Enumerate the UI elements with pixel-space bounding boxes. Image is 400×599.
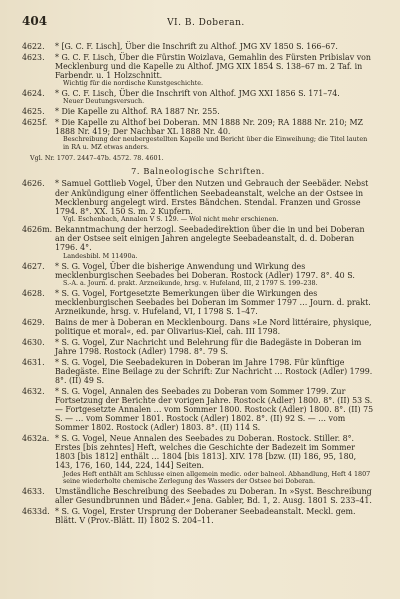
bibliography-entry [22, 118, 374, 152]
entry-text: * S. G. Vogel, Zur Nachricht und Belehrung für die Badegäste in Doberan im Jahre 1798. Rostock (Adler) 1798. 8°. 79 S. [55, 337, 362, 357]
bibliography-entry [22, 387, 374, 433]
entry-text: * S. G. Vogel, Fortgesetzte Bemerkungen über die Wirkungen des mecklenburgischen Seebades bei Doberan im Sommer 1797 … Journ. d. prakt. Arzneikunde, hrsg. v. Hufeland, VI, I 1798 S. 1–47. [55, 289, 371, 317]
entry-note: Landesbibl. M 11490a. [63, 251, 138, 260]
bibliography-content [22, 42, 374, 527]
bibliography-entry [22, 225, 374, 260]
running-title: VI. B. Doberan. [167, 18, 245, 28]
entry-text: Bekanntmachung der herzogl. Seebadedirektion über die in und bei Doberan an der Ostsee seit einigen Jahren angelegte Seebadeanstalt, d. d. Doberan 1796. 4°. [55, 225, 365, 253]
entry-number: 4633. [22, 487, 45, 497]
entry-number: 4624. [22, 89, 45, 99]
entry-number: 4631. [22, 357, 45, 367]
entry-note: Neuer Deutungsversuch. [63, 97, 145, 106]
entry-number: 4626m. [22, 225, 53, 235]
entry-text: * S. G. Vogel, Annalen des Seebades zu Doberan vom Sommer 1799. Zur Fortsetzung der Berichte der vorigen Jahre. Rostock (Adler) 1800. 8°. (II) 53 S. — Fortgesetzte Annalen … vom Sommer 1800. Rostock (Adler) 1800. 8°. (II) 75 S. — … vom Sommer 1801. Rostock (Adler) 1802. 8°. (II) 92 S. — … vom Sommer 1802. Rostock (Adler) 1803. 8°. (II) 114 S. [55, 386, 374, 433]
entry-note: Jedes Heft enthält am Schlusse einen allgemein medic. oder balneol. Abhandlung, Heft 4 1807 seine wiederholte chemische Zerlegung des Wassers der Ostsee bei Doberan. [63, 469, 371, 486]
entry-text: Bains de mer à Doberan en Mecklenbourg. Dans »Le Nord littéraire, physique, politique et moral«, ed. par Olivarius-Kiel, cah. III 1798. [55, 318, 372, 337]
entry-number: 4629. [22, 318, 45, 328]
entry-note: Vgl. Eschenbach, Annalen V S. 129. — Wol nicht mehr erschienen. [63, 215, 279, 224]
section-entries-althof [22, 42, 374, 163]
bibliography-entry [22, 42, 374, 51]
bibliography-entry [22, 289, 374, 316]
entry-text: * Die Kapelle zu Althof bei Doberan. MN 1888 Nr. 209; RA 1888 Nr. 210; MZ 1888 Nr. 419; Der Nachbar XL 1888 Nr. 40. [55, 118, 364, 137]
bibliography-entry [22, 338, 374, 356]
entry-text: * G. C. F. Lisch, Über die Inschrift von Althof. JMG XXI 1856 S. 171–74. [55, 89, 340, 99]
entry-text: * S. G. Vogel, Die Seebadekuren in Doberan im Jahre 1798. Für künftige Badegäste. Eine Beilage zu der Schrift: Zur Nachricht … Rostock (Adler) 1799. 8°. (II) 49 S. [55, 357, 373, 386]
entry-number: 4625f. [22, 118, 48, 128]
entry-text: * Samuel Gottlieb Vogel, Über den Nutzen und Gebrauch der Seebäder. Nebst der Ankündigung einer öffentlichen Seebadeanstalt, welche an der Ostsee in Mecklenburg angelegt wird. Erstes Bändchen. Stendal. Franzen und Grosse 1794. 8°. XX. 150 S. m. 2 Kupfern. [55, 179, 369, 216]
entry-number: 4623. [22, 52, 45, 62]
entry-number: 4622. [22, 42, 45, 51]
entry-text: * S. G. Vogel, Neue Annalen des Seebades zu Doberan. Rostock. Stiller. 8°. Erstes [bis zehntes] Heft, welches die Geschichte der Badezeit im Sommer 1803 [bis 1812] enthält … 1804 [bis 1813]. XIV. 178 [bzw. (II) 186, 95, 180, 143, 176, 160, 144, 224, 144] Seiten. [55, 433, 357, 471]
entry-text: * G. C. F. Lisch, Über die Fürstin Woizlava, Gemahlin des Fürsten Pribislav von Mecklenburg und die Kapelle zu Althof. JMG XIX 1854 S. 138–67 m. 2 Taf. in Farbendr. u. 1 Holzschnitt. [55, 52, 372, 80]
section-entries-balneology [22, 179, 374, 525]
entry-text: Vgl. Nr. 1707. 2447–47b. 4572. 78. 4601. [30, 154, 164, 163]
bibliography-entry [22, 262, 374, 288]
entry-note: S.-A. a. Journ. d. prakt. Arzneikunde, hrsg. v. Hufeland, III, 2 1797 S. 199–238. [63, 279, 318, 288]
entry-number: 4632a. [22, 433, 50, 443]
entry-text: * S. G. Vogel, Erster Ursprung der Doberaner Seebadeanstalt. Meckl. gem. Blätt. V (Prov.-Blätt. II) 1802 S. 204–11. [55, 507, 356, 526]
entry-number: 4627. [22, 261, 45, 271]
page-number: 404 [22, 14, 48, 28]
bibliography-entry [22, 153, 374, 163]
entry-number: 4625. [22, 107, 45, 117]
entry-note: Wichtig für die nordische Kunstgeschichte. [63, 79, 204, 88]
entry-number: 4626. [22, 179, 45, 189]
bibliography-entry [22, 358, 374, 385]
entry-text: * S. G. Vogel, Über die bisherige Anwendung und Wirkung des mecklenburgischen Seebades bei Doberan. Rostock (Adler) 1797. 8°. 40 S. [55, 261, 355, 280]
page-header [22, 14, 370, 28]
entry-number: 4630. [22, 337, 45, 347]
bibliography-entry [22, 434, 374, 486]
bibliography-entry [22, 89, 374, 106]
bibliography-entry [22, 318, 374, 336]
entry-number: 4632. [22, 386, 45, 396]
bibliography-entry [22, 507, 374, 525]
bibliography-entry [22, 487, 374, 505]
entry-note: Beschreibung der neubergestellten Kapelle und Bericht über die Einweihung; die Titel lauten in RA u. MZ etwas anders. [63, 135, 368, 152]
section-title: 7. Balneologische Schriften. [131, 166, 265, 177]
entry-text: Umständliche Beschreibung des Seebades zu Doberan. In »Syst. Beschreibung aller Gesundbrunnen und Bäder.« Jena. Gabler, Bd. 1, 2. Ausg. 1801 S. 233–41. [55, 487, 372, 506]
entry-text: * [G. C. F. Lisch], Über die Inschrift zu Althof. JMG XV 1850 S. 166–67. [55, 42, 338, 51]
entry-number: 4633d. [22, 507, 50, 517]
bibliography-entry [22, 53, 374, 88]
entry-number: 4628. [22, 289, 45, 299]
entry-text: * Die Kapelle zu Althof. RA 1887 Nr. 255. [55, 107, 220, 117]
bibliography-entry [22, 179, 374, 223]
bibliography-entry [22, 107, 374, 116]
